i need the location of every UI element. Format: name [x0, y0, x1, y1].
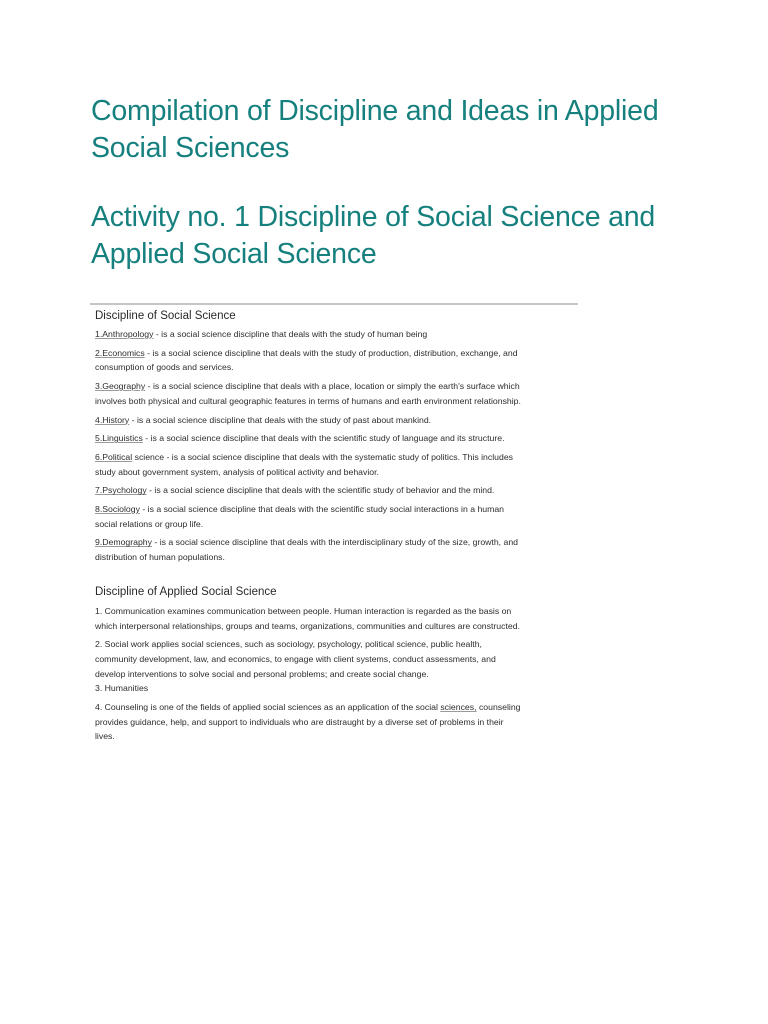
applied-social-science-list [90, 604, 578, 744]
discipline-term: 3.Geography [95, 381, 146, 392]
discipline-term: 5.Linguistics [95, 433, 143, 444]
activity-heading: Activity no. 1 Discipline of Social Science and Applied Social Science [91, 201, 656, 270]
list-item: 1. Communication examines communication between people. Human interaction is regarded as the basis on which interpersonal relationships, groups and teams, organizations, communities and cultures are constructed. [95, 605, 520, 631]
discipline-definition: science - is a social science discipline that deals with the systematic study of politics. This includes study about government system, analysis of political activity and behavior. [95, 451, 513, 477]
discipline-definition: - is a social science discipline that deals with the study of past about mankind. [129, 414, 432, 425]
discipline-term: 9.Demography [95, 537, 152, 548]
list-item [95, 502, 525, 531]
list-item [95, 327, 525, 342]
discipline-definition: - is a social science discipline that deals with the study of human being [153, 329, 428, 339]
item-text: counseling provides guidance, help, and support to individuals who are distraught by a diverse set of problems in their lives. [95, 702, 521, 742]
discipline-definition: - is a social science discipline that deals with the interdisciplinary study of the size, growth, and distribution of human populations. [95, 537, 519, 563]
list-item [95, 413, 525, 428]
social-science-list [90, 327, 578, 565]
underlined-term: sciences, [440, 702, 477, 713]
list-item [95, 450, 525, 479]
list-item [95, 700, 525, 744]
discipline-definition: - is a social science discipline that deals with a place, location or simply the earth's surface which involves both physical and cultural geographic features in terms of humans and earth environment relationship. [95, 381, 521, 406]
discipline-definition: - is a social science discipline that deals with the scientific study social interactions in a human social relations or group life. [95, 504, 505, 529]
list-item [95, 535, 525, 564]
list-item: 3. Humanities [95, 683, 149, 694]
list-item: 2. Social work applies social sciences, such as sociology, psychology, political science, public health, community development, law, and economics, to engage with client systems, conduct assessments, and develop interventions to solve social and personal problems; and create social change. [95, 639, 496, 679]
page-title: Compilation of Discipline and Ideas in Applied Social Sciences [91, 95, 659, 164]
discipline-term: 8.Sociology [95, 504, 140, 515]
discipline-term: 2.Economics [95, 347, 145, 358]
applied-social-science-heading: Discipline of Applied Social Science [95, 585, 277, 598]
list-item [95, 379, 525, 408]
discipline-term: 4.History [95, 414, 130, 425]
social-science-heading: Discipline of Social Science [95, 310, 236, 322]
discipline-term: 6.Political [95, 451, 133, 462]
list-item [95, 346, 525, 375]
discipline-definition: - is a social science discipline that deals with the study of production, distribution, exchange, and consumption of goods and services. [95, 347, 518, 373]
discipline-term: 7.Psychology [95, 485, 147, 496]
scanned-activity-image [90, 303, 578, 744]
list-item [95, 431, 525, 446]
list-item [95, 483, 525, 498]
image-top-border [90, 303, 578, 305]
discipline-definition: - is a social science discipline that deals with the scientific study of behavior and the mind. [146, 485, 495, 496]
item-text: 4. Counseling is one of the fields of applied social sciences as an application of the social [95, 702, 441, 713]
discipline-term: 1.Anthropology [95, 329, 154, 339]
discipline-definition: - is a social science discipline that deals with the scientific study of language and its structure. [142, 433, 505, 444]
